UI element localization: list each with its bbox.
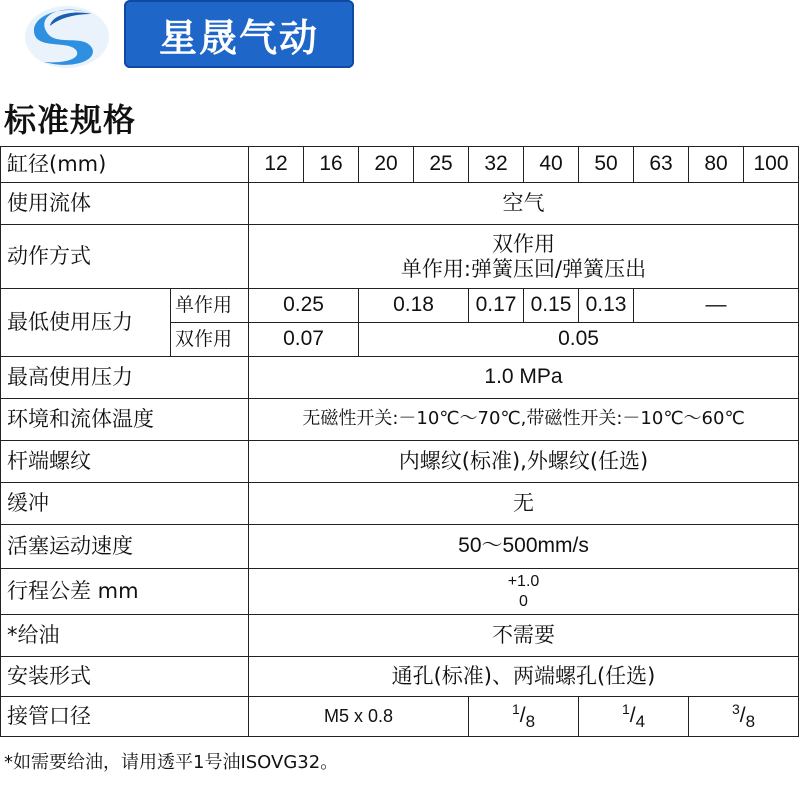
cushion-label: 缓冲 bbox=[1, 483, 249, 525]
fraction-denominator: 4 bbox=[635, 712, 646, 732]
s-swirl-logo-icon bbox=[22, 4, 112, 70]
action-line-1: 双作用 bbox=[492, 232, 555, 257]
table-row bbox=[1, 615, 799, 657]
min-pressure-label: 最低使用压力 bbox=[1, 289, 171, 357]
bore-label: 缸径(mm) bbox=[1, 147, 249, 183]
port-size-label: 接管口径 bbox=[1, 697, 249, 737]
bore-value: 63 bbox=[634, 147, 689, 183]
table-row bbox=[1, 697, 799, 737]
table-row bbox=[1, 357, 799, 399]
table-row bbox=[1, 569, 799, 615]
bore-value: 12 bbox=[249, 147, 304, 183]
temperature-value: 无磁性开关:－10℃～70℃,带磁性开关:－10℃～60℃ bbox=[249, 399, 799, 441]
stroke-tolerance-upper: +1.0 bbox=[507, 573, 540, 591]
cushion-value: 无 bbox=[249, 483, 799, 525]
bore-value: 50 bbox=[579, 147, 634, 183]
port-size-fraction: $^1/_8$ bbox=[469, 697, 579, 737]
spec-table bbox=[0, 146, 799, 737]
rod-thread-value: 内螺纹(标准),外螺纹(任选) bbox=[249, 441, 799, 483]
mounting-value: 通孔(标准)、两端螺孔(任选) bbox=[249, 657, 799, 697]
table-row bbox=[1, 147, 799, 183]
bore-value: 16 bbox=[304, 147, 359, 183]
action-value bbox=[249, 225, 799, 289]
table-row bbox=[1, 289, 799, 323]
speed-value: 50～500mm/s bbox=[249, 525, 799, 569]
single-pressure-value: 0.25 bbox=[249, 289, 359, 323]
lubrication-value: 不需要 bbox=[249, 615, 799, 657]
bore-value: 20 bbox=[359, 147, 414, 183]
bore-value: 25 bbox=[414, 147, 469, 183]
max-pressure-value: 1.0 MPa bbox=[249, 357, 799, 399]
section-title: 标准规格 bbox=[4, 101, 137, 139]
stroke-tolerance-value bbox=[249, 569, 799, 615]
action-line-2: 单作用:弹簧压回/弹簧压出 bbox=[400, 256, 647, 281]
max-pressure-label: 最高使用压力 bbox=[1, 357, 249, 399]
double-pressure-value: 0.07 bbox=[249, 323, 359, 357]
speed-label: 活塞运动速度 bbox=[1, 525, 249, 569]
fraction-numerator: 3 bbox=[731, 701, 740, 718]
brand-banner bbox=[124, 0, 354, 68]
fraction-denominator: 8 bbox=[745, 712, 756, 732]
single-pressure-value: — bbox=[634, 289, 799, 323]
footnote: *如需要给油，请用透平1号油ISOVG32。 bbox=[4, 752, 339, 773]
single-pressure-value: 0.15 bbox=[524, 289, 579, 323]
table-row bbox=[1, 657, 799, 697]
single-pressure-value: 0.13 bbox=[579, 289, 634, 323]
single-pressure-value: 0.17 bbox=[469, 289, 524, 323]
fluid-label: 使用流体 bbox=[1, 183, 249, 225]
fluid-value: 空气 bbox=[249, 183, 799, 225]
port-size-m5: M5 x 0.8 bbox=[249, 697, 469, 737]
bore-value: 40 bbox=[524, 147, 579, 183]
bore-value: 32 bbox=[469, 147, 524, 183]
bore-value: 100 bbox=[744, 147, 799, 183]
table-row bbox=[1, 399, 799, 441]
company-logo bbox=[22, 4, 112, 70]
bore-value: 80 bbox=[689, 147, 744, 183]
port-size-fraction: $^3/_8$ bbox=[689, 697, 799, 737]
table-row bbox=[1, 441, 799, 483]
fraction-numerator: 1 bbox=[511, 701, 520, 718]
brand-name: 星晟气动 bbox=[158, 15, 319, 60]
rod-thread-label: 杆端螺纹 bbox=[1, 441, 249, 483]
port-size-fraction: $^1/_4$ bbox=[579, 697, 689, 737]
table-row bbox=[1, 483, 799, 525]
single-pressure-value: 0.18 bbox=[359, 289, 469, 323]
fraction-denominator: 8 bbox=[525, 712, 536, 732]
table-row bbox=[1, 225, 799, 289]
lubrication-label: *给油 bbox=[1, 615, 249, 657]
double-pressure-value: 0.05 bbox=[359, 323, 799, 357]
stroke-tolerance-lower: 0 bbox=[519, 592, 528, 610]
fraction-numerator: 1 bbox=[621, 701, 630, 718]
action-label: 动作方式 bbox=[1, 225, 249, 289]
table-row bbox=[1, 525, 799, 569]
temperature-label: 环境和流体温度 bbox=[1, 399, 249, 441]
single-acting-label: 单作用 bbox=[171, 289, 249, 323]
double-acting-label: 双作用 bbox=[171, 323, 249, 357]
stroke-tolerance-label: 行程公差 mm bbox=[1, 569, 249, 615]
mounting-label: 安装形式 bbox=[1, 657, 249, 697]
table-row bbox=[1, 183, 799, 225]
